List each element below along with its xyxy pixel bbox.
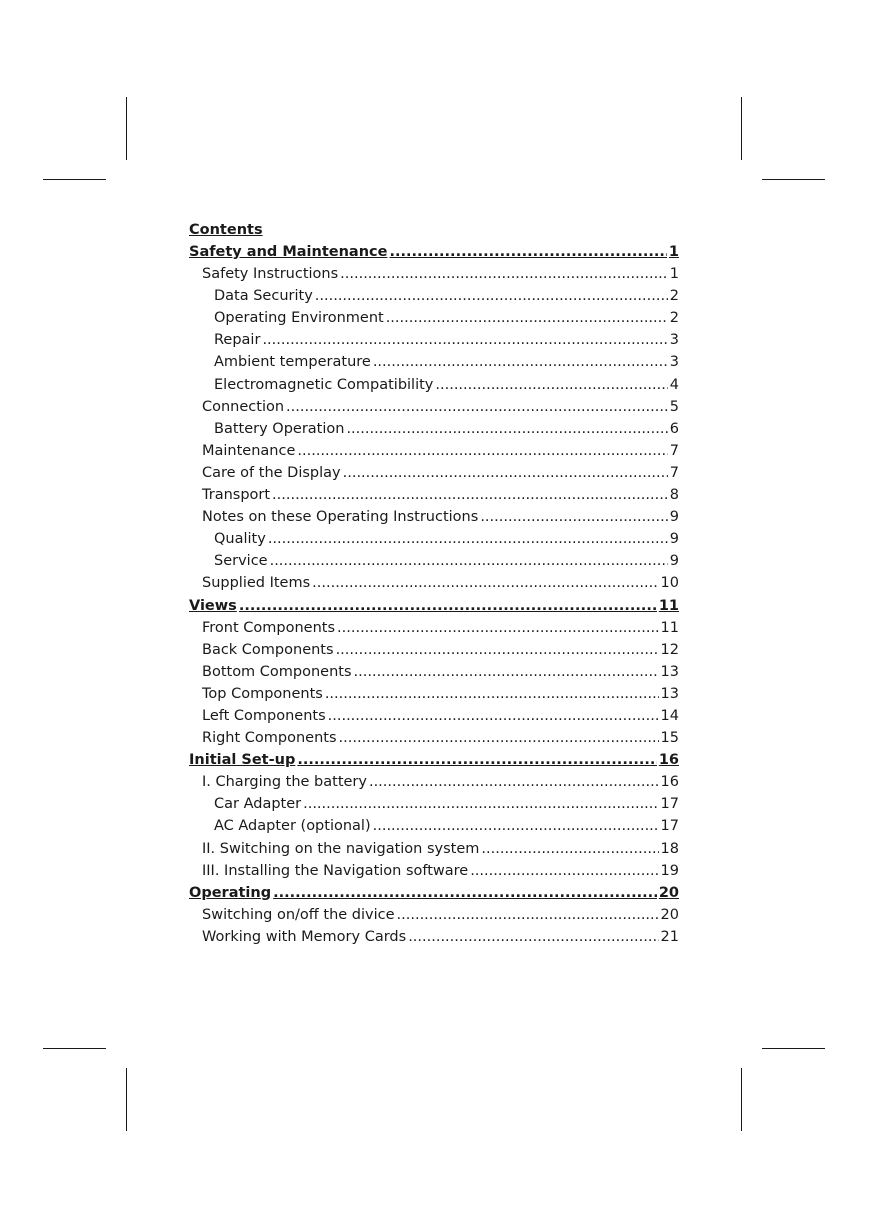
toc-entry[interactable]: [189, 528, 679, 550]
toc-entry-label: Initial Set-up: [189, 752, 296, 769]
toc-entry-label: Operating Environment: [214, 310, 384, 327]
toc-entry-label: Maintenance: [202, 442, 296, 459]
toc-entry-page-number: 18: [660, 840, 679, 857]
dot-leader: [336, 639, 659, 661]
toc-entry-label: Transport: [202, 487, 271, 504]
toc-entry-label: Battery Operation: [214, 420, 345, 437]
toc-entry-page-number: 3: [669, 332, 679, 349]
dot-leader: [239, 595, 657, 617]
toc-entry[interactable]: [189, 617, 679, 639]
crop-mark-bottom-right-vertical: [741, 1068, 742, 1131]
toc-title: Contents: [189, 222, 263, 238]
dot-leader: [389, 241, 666, 263]
toc-entry-label: Quality: [214, 531, 266, 548]
dot-leader: [346, 418, 667, 440]
toc-entry-page-number: 21: [660, 928, 679, 945]
dot-leader: [286, 396, 668, 418]
toc-entry-page-number: 2: [669, 310, 679, 327]
crop-mark-top-left-horizontal: [43, 179, 106, 180]
toc-entry-label: Back Components: [202, 641, 334, 658]
toc-entry-label: Left Components: [202, 707, 326, 724]
toc-entry-label: Safety Instructions: [202, 266, 339, 283]
toc-entry[interactable]: [189, 506, 679, 528]
toc-entry-page-number: 9: [669, 509, 679, 526]
toc-entry-page-number: 20: [660, 906, 679, 923]
toc-entry-page-number: 10: [660, 575, 679, 592]
toc-entry-page-number: 6: [669, 420, 679, 437]
toc-entry[interactable]: [189, 838, 679, 860]
dot-leader: [343, 462, 668, 484]
dot-leader: [386, 307, 668, 329]
dot-leader: [408, 926, 658, 948]
toc-entry-page-number: 17: [660, 796, 679, 813]
dot-leader: [481, 838, 658, 860]
toc-entries: [189, 241, 679, 948]
toc-entry[interactable]: [189, 329, 679, 351]
toc-entry-page-number: 14: [660, 707, 679, 724]
toc-entry[interactable]: [189, 771, 679, 793]
toc-entry-page-number: 16: [660, 774, 679, 791]
toc-entry[interactable]: [189, 860, 679, 882]
dot-leader: [312, 572, 658, 594]
toc-chapter-entry[interactable]: [189, 241, 679, 263]
toc-entry-label: AC Adapter (optional): [214, 818, 371, 835]
dot-leader: [470, 860, 658, 882]
toc-entry[interactable]: [189, 440, 679, 462]
toc-entry-page-number: 1: [669, 266, 679, 283]
toc-entry-label: Front Components: [202, 619, 336, 636]
dot-leader: [480, 506, 667, 528]
toc-entry[interactable]: [189, 396, 679, 418]
toc-entry-label: Top Components: [202, 685, 323, 702]
dot-leader: [270, 550, 668, 572]
toc-entry-page-number: 2: [669, 288, 679, 305]
toc-entry[interactable]: [189, 550, 679, 572]
dot-leader: [328, 705, 659, 727]
toc-entry-page-number: 16: [658, 752, 679, 769]
toc-entry-label: II. Switching on the navigation system: [202, 840, 480, 857]
crop-mark-top-left-vertical: [126, 97, 127, 160]
toc-entry-page-number: 1: [668, 244, 679, 260]
dot-leader: [373, 815, 659, 837]
toc-entry-page-number: 11: [658, 597, 679, 614]
toc-entry-label: Care of the Display: [202, 464, 341, 481]
dot-leader: [369, 771, 659, 793]
dot-leader: [435, 374, 667, 396]
dot-leader: [262, 329, 667, 351]
toc-entry-label: Ambient temperature: [214, 354, 371, 371]
toc-entry-label: III. Installing the Navigation software: [202, 862, 469, 879]
toc-entry-label: Car Adapter: [214, 796, 302, 813]
toc-entry-page-number: 20: [658, 884, 679, 901]
toc-entry-label: Data Security: [214, 288, 313, 305]
toc-entry-page-number: 11: [660, 619, 679, 636]
toc-entry-label: Supplied Items: [202, 575, 311, 592]
toc-entry-page-number: 5: [669, 398, 679, 415]
toc-entry-page-number: 3: [669, 354, 679, 371]
toc-entry-label: Repair: [214, 332, 261, 349]
toc-entry[interactable]: [189, 683, 679, 705]
dot-leader: [397, 904, 659, 926]
table-of-contents: [189, 219, 679, 948]
crop-mark-top-right-vertical: [741, 97, 742, 160]
toc-entry-label: Notes on these Operating Instructions: [202, 509, 479, 526]
crop-mark-bottom-left-horizontal: [43, 1048, 106, 1049]
crop-mark-bottom-left-vertical: [126, 1068, 127, 1131]
toc-chapter-entry[interactable]: [189, 749, 679, 771]
toc-entry[interactable]: [189, 285, 679, 307]
toc-entry-page-number: 13: [660, 685, 679, 702]
dot-leader: [315, 285, 668, 307]
dot-leader: [325, 683, 659, 705]
toc-entry[interactable]: [189, 374, 679, 396]
toc-entry[interactable]: [189, 639, 679, 661]
toc-entry[interactable]: [189, 462, 679, 484]
toc-entry-page-number: 4: [669, 376, 679, 393]
toc-entry[interactable]: [189, 727, 679, 749]
toc-entry-label: Service: [214, 553, 268, 570]
dot-leader: [297, 749, 656, 771]
toc-entry-label: Right Components: [202, 730, 337, 747]
dot-leader: [297, 440, 667, 462]
toc-entry[interactable]: [189, 904, 679, 926]
dot-leader: [340, 263, 668, 285]
dot-leader: [354, 661, 659, 683]
dot-leader: [268, 528, 668, 550]
dot-leader: [339, 727, 659, 749]
toc-chapter-entry[interactable]: [189, 882, 679, 904]
toc-entry-page-number: 9: [669, 531, 679, 548]
toc-entry[interactable]: [189, 418, 679, 440]
toc-entry-page-number: 8: [669, 487, 679, 504]
dot-leader: [373, 351, 668, 373]
toc-entry-page-number: 17: [660, 818, 679, 835]
toc-entry-label: Working with Memory Cards: [202, 928, 407, 945]
toc-entry-label: Connection: [202, 398, 285, 415]
toc-entry[interactable]: [189, 926, 679, 948]
toc-entry-label: Operating: [189, 884, 272, 901]
toc-entry-label: Switching on/off the divice: [202, 906, 395, 923]
toc-entry-page-number: 9: [669, 553, 679, 570]
toc-entry[interactable]: [189, 661, 679, 683]
dot-leader: [303, 793, 658, 815]
toc-entry[interactable]: [189, 793, 679, 815]
toc-entry[interactable]: [189, 705, 679, 727]
toc-entry-page-number: 7: [669, 442, 679, 459]
toc-chapter-entry[interactable]: [189, 595, 679, 617]
toc-entry-page-number: 7: [669, 464, 679, 481]
toc-entry-label: I. Charging the battery: [202, 774, 367, 791]
toc-entry[interactable]: [189, 572, 679, 594]
toc-entry[interactable]: [189, 307, 679, 329]
toc-entry-label: Electromagnetic Compatibility: [214, 376, 434, 393]
toc-entry[interactable]: [189, 263, 679, 285]
toc-entry-page-number: 12: [660, 641, 679, 658]
toc-entry[interactable]: [189, 815, 679, 837]
toc-entry-label: Views: [189, 597, 237, 614]
toc-entry-page-number: 13: [660, 663, 679, 680]
crop-mark-top-right-horizontal: [762, 179, 825, 180]
toc-entry-page-number: 15: [660, 730, 679, 747]
toc-entry-label: Safety and Maintenance: [189, 244, 388, 260]
toc-entry[interactable]: [189, 484, 679, 506]
crop-mark-bottom-right-horizontal: [762, 1048, 825, 1049]
dot-leader: [272, 484, 668, 506]
toc-entry-label: Bottom Components: [202, 663, 352, 680]
dot-leader: [337, 617, 659, 639]
dot-leader: [273, 882, 657, 904]
toc-entry[interactable]: [189, 351, 679, 373]
toc-entry-page-number: 19: [660, 862, 679, 879]
